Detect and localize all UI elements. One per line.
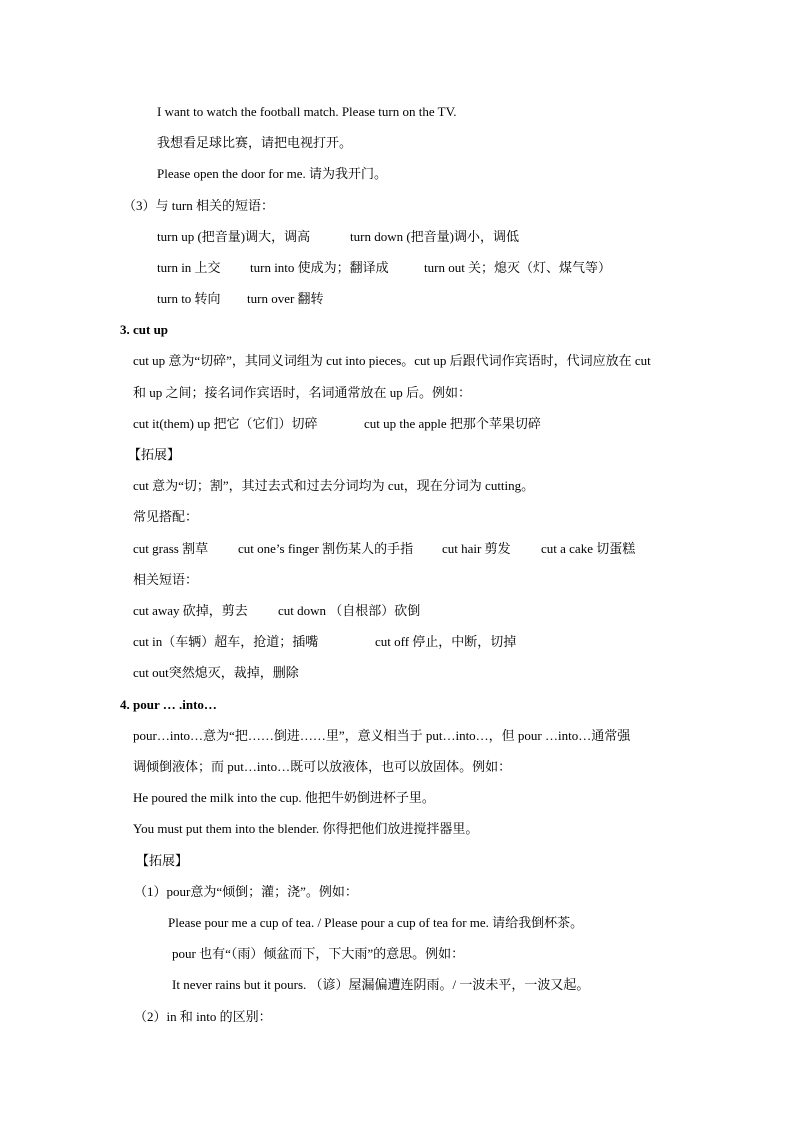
- example-sentence: He poured the milk into the cup. 他把牛奶倒进杯子里。: [133, 790, 435, 805]
- phrase-item: cut away 砍掉，剪去: [133, 603, 248, 618]
- example-sentence: Please open the door for me. 请为我开门。: [157, 166, 387, 181]
- phrase-item: turn out 关；熄灭（灯、煤气等）: [424, 260, 612, 275]
- paragraph-line: 和 up 之间；接名词作宾语时，名词通常放在 up 后。例如：: [133, 385, 472, 400]
- extension-label: 【拓展】: [128, 447, 181, 462]
- collocation-item: cut one’s finger 割伤某人的手指: [238, 541, 414, 556]
- phrase-item: cut in（车辆）超车，抢道；插嘴: [133, 634, 319, 649]
- paragraph-line: cut up 意为“切碎”，其同义词组为 cut into pieces。cut up 后跟代词作宾语时，代词应放在 cut: [133, 353, 651, 368]
- collocation-item: cut hair 剪发: [442, 541, 511, 556]
- subsection-heading: （2）in 和 into 的区别：: [134, 1009, 272, 1024]
- extension-label: 【拓展】: [136, 853, 189, 868]
- section-heading: 4. pour … .into…: [120, 697, 217, 712]
- phrase-item: cut down （自根部）砍倒: [278, 603, 421, 618]
- example-sentence: Please pour me a cup of tea. / Please pour a cup of tea for me. 请给我倒杯茶。: [168, 915, 584, 930]
- subsection-heading: （1）pour意为“倾倒；灌；浇”。例如：: [134, 884, 358, 899]
- phrase-item: turn up (把音量)调大，调高: [157, 229, 311, 244]
- phrase-item: turn into 使成为；翻译成: [250, 260, 389, 275]
- phrase-item: turn down (把音量)调小，调低: [350, 229, 519, 244]
- phrase-item: turn to 转向: [157, 291, 221, 306]
- phrase-item: cut off 停止，中断，切掉: [375, 634, 517, 649]
- phrase-item: turn in 上交: [157, 260, 221, 275]
- example-item: cut it(them) up 把它（它们）切碎: [133, 416, 318, 431]
- phrase-item: cut out突然熄灭，裁掉，删除: [133, 665, 299, 680]
- collocation-item: cut a cake 切蛋糕: [541, 541, 636, 556]
- example-item: cut up the apple 把那个苹果切碎: [364, 416, 541, 431]
- label-line: 常见搭配：: [133, 509, 199, 524]
- label-line: 相关短语：: [133, 572, 199, 587]
- example-translation: 我想看足球比赛，请把电视打开。: [157, 135, 353, 150]
- collocation-item: cut grass 割草: [133, 541, 209, 556]
- section-heading: 3. cut up: [120, 322, 169, 337]
- example-sentence: You must put them into the blender. 你得把他们放进搅拌器里。: [133, 821, 479, 836]
- phrase-item: turn over 翻转: [247, 291, 324, 306]
- subsection-heading: （3）与 turn 相关的短语：: [123, 198, 274, 213]
- example-sentence: It never rains but it pours. （谚）屋漏偏遭连阴雨。/ 一波未平，一波又起。: [172, 977, 590, 992]
- paragraph-line: pour 也有“（雨）倾盆而下，下大雨”的意思。例如：: [172, 946, 465, 961]
- example-sentence: I want to watch the football match. Please turn on the TV.: [157, 104, 457, 119]
- paragraph-line: pour…into…意为“把……倒进……里”，意义相当于 put…into…，但 pour …into…通常强: [133, 728, 631, 743]
- paragraph-line: cut 意为“切；割”，其过去式和过去分词均为 cut，现在分词为 cutting。: [133, 478, 535, 493]
- paragraph-line: 调倾倒液体；而 put…into…既可以放液体，也可以放固体。例如：: [133, 759, 512, 774]
